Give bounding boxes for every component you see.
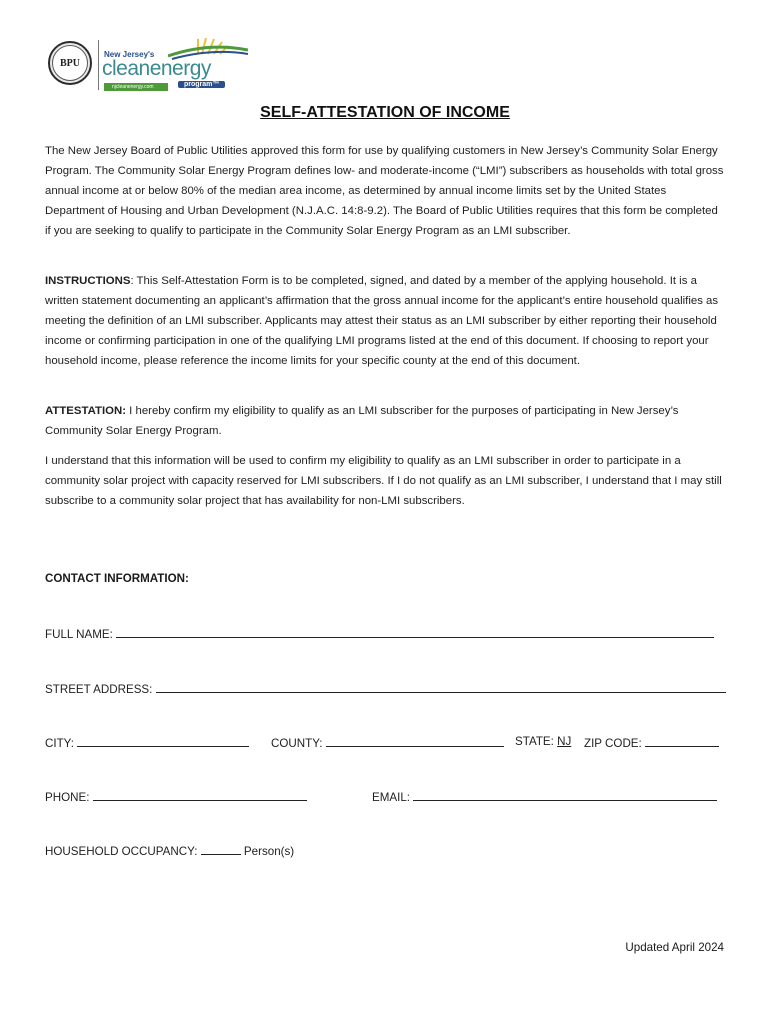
bpu-seal bbox=[48, 41, 92, 85]
full-name-row bbox=[45, 625, 714, 643]
instructions-paragraph bbox=[45, 271, 725, 371]
street-address-label: STREET ADDRESS: bbox=[45, 683, 156, 696]
attestation-paragraph bbox=[45, 401, 725, 441]
brand-subtitle: New Jersey's bbox=[104, 50, 155, 59]
phone-field[interactable] bbox=[93, 788, 307, 801]
zip-code-field[interactable] bbox=[645, 734, 719, 747]
city-label: CITY: bbox=[45, 737, 78, 750]
occupancy-suffix: Person(s) bbox=[240, 845, 295, 858]
household-occupancy-row bbox=[45, 842, 294, 860]
brand-program-tag: program™ bbox=[178, 81, 225, 88]
intro-paragraph: The New Jersey Board of Public Utilities approved this form for use by qualifying customers in New Jersey’s Community Solar Energy Program. The Community Solar Energy Program defines low- and moderate-income (“LMI”) subscribers as households with total gross annual income at or below 80% of the median area income, as determined by annual income limits set by the United States Department of Housing and Urban Development (N.J.A.C. 14:8-9.2). The Board of Public Utilities requires that this form be completed if you are seeking to qualify to participate in the Community Solar Energy Program as an LMI subscriber. bbox=[45, 145, 724, 237]
full-name-label: FULL NAME: bbox=[45, 628, 117, 641]
zip-code-label: ZIP CODE: bbox=[584, 737, 645, 750]
logo-divider bbox=[98, 40, 99, 90]
updated-date: Updated April 2024 bbox=[625, 941, 724, 954]
county-label: COUNTY: bbox=[271, 737, 326, 750]
state-value: NJ bbox=[557, 735, 572, 748]
zip-row bbox=[584, 734, 719, 752]
attestation-text: I hereby confirm my eligibility to qualify as an LMI subscriber for the purposes of participating in New Jersey’s Community Solar Energy Program. bbox=[45, 405, 679, 437]
phone-label: PHONE: bbox=[45, 791, 93, 804]
full-name-field[interactable] bbox=[116, 625, 714, 638]
city-field[interactable] bbox=[77, 734, 249, 747]
document-title: SELF-ATTESTATION OF INCOME bbox=[260, 104, 510, 121]
email-label: EMAIL: bbox=[372, 791, 414, 804]
county-field[interactable] bbox=[326, 734, 504, 747]
street-address-field[interactable] bbox=[156, 680, 726, 693]
instructions-label: INSTRUCTIONS bbox=[45, 275, 131, 287]
household-occupancy-label: HOUSEHOLD OCCUPANCY: bbox=[45, 845, 201, 858]
brand-name: cleanenergy bbox=[102, 57, 211, 80]
contact-info-heading: CONTACT INFORMATION: bbox=[45, 572, 189, 585]
county-row bbox=[271, 734, 504, 752]
street-address-row bbox=[45, 680, 726, 698]
phone-row bbox=[45, 788, 307, 806]
household-occupancy-field[interactable] bbox=[201, 842, 241, 855]
njcep-logo bbox=[48, 36, 238, 98]
bpu-seal-text: BPU bbox=[52, 45, 88, 81]
state-label: STATE: bbox=[515, 735, 558, 748]
brand-url: njcleanenergy.com bbox=[104, 83, 168, 91]
email-field[interactable] bbox=[413, 788, 717, 801]
state-row bbox=[515, 734, 571, 750]
attestation-label: ATTESTATION: bbox=[45, 405, 126, 417]
email-row bbox=[372, 788, 717, 806]
instructions-text: : This Self-Attestation Form is to be completed, signed, and dated by a member of the applying household. It is a written statement documenting an applicant’s affirmation that the gross annual income for the applicant’s entire household qualifies as meeting the definition of an LMI subscriber. Applicants may attest their status as an LMI subscriber by either reporting their household income or confirming participation in one of the qualifying LMI programs listed at the end of this document. If choosing to report your household income, please reference the income limits for your specific county at the end of this document. bbox=[45, 275, 719, 367]
understanding-paragraph: I understand that this information will be used to confirm my eligibility to qualify as an LMI subscriber in order to participate in a community solar project with capacity reserved for LMI subscribers. If I do not qualify as an LMI subscriber, I understand that I may still subscribe to a community solar project that has availability for non-LMI subscribers. bbox=[45, 455, 722, 507]
city-row bbox=[45, 734, 249, 752]
